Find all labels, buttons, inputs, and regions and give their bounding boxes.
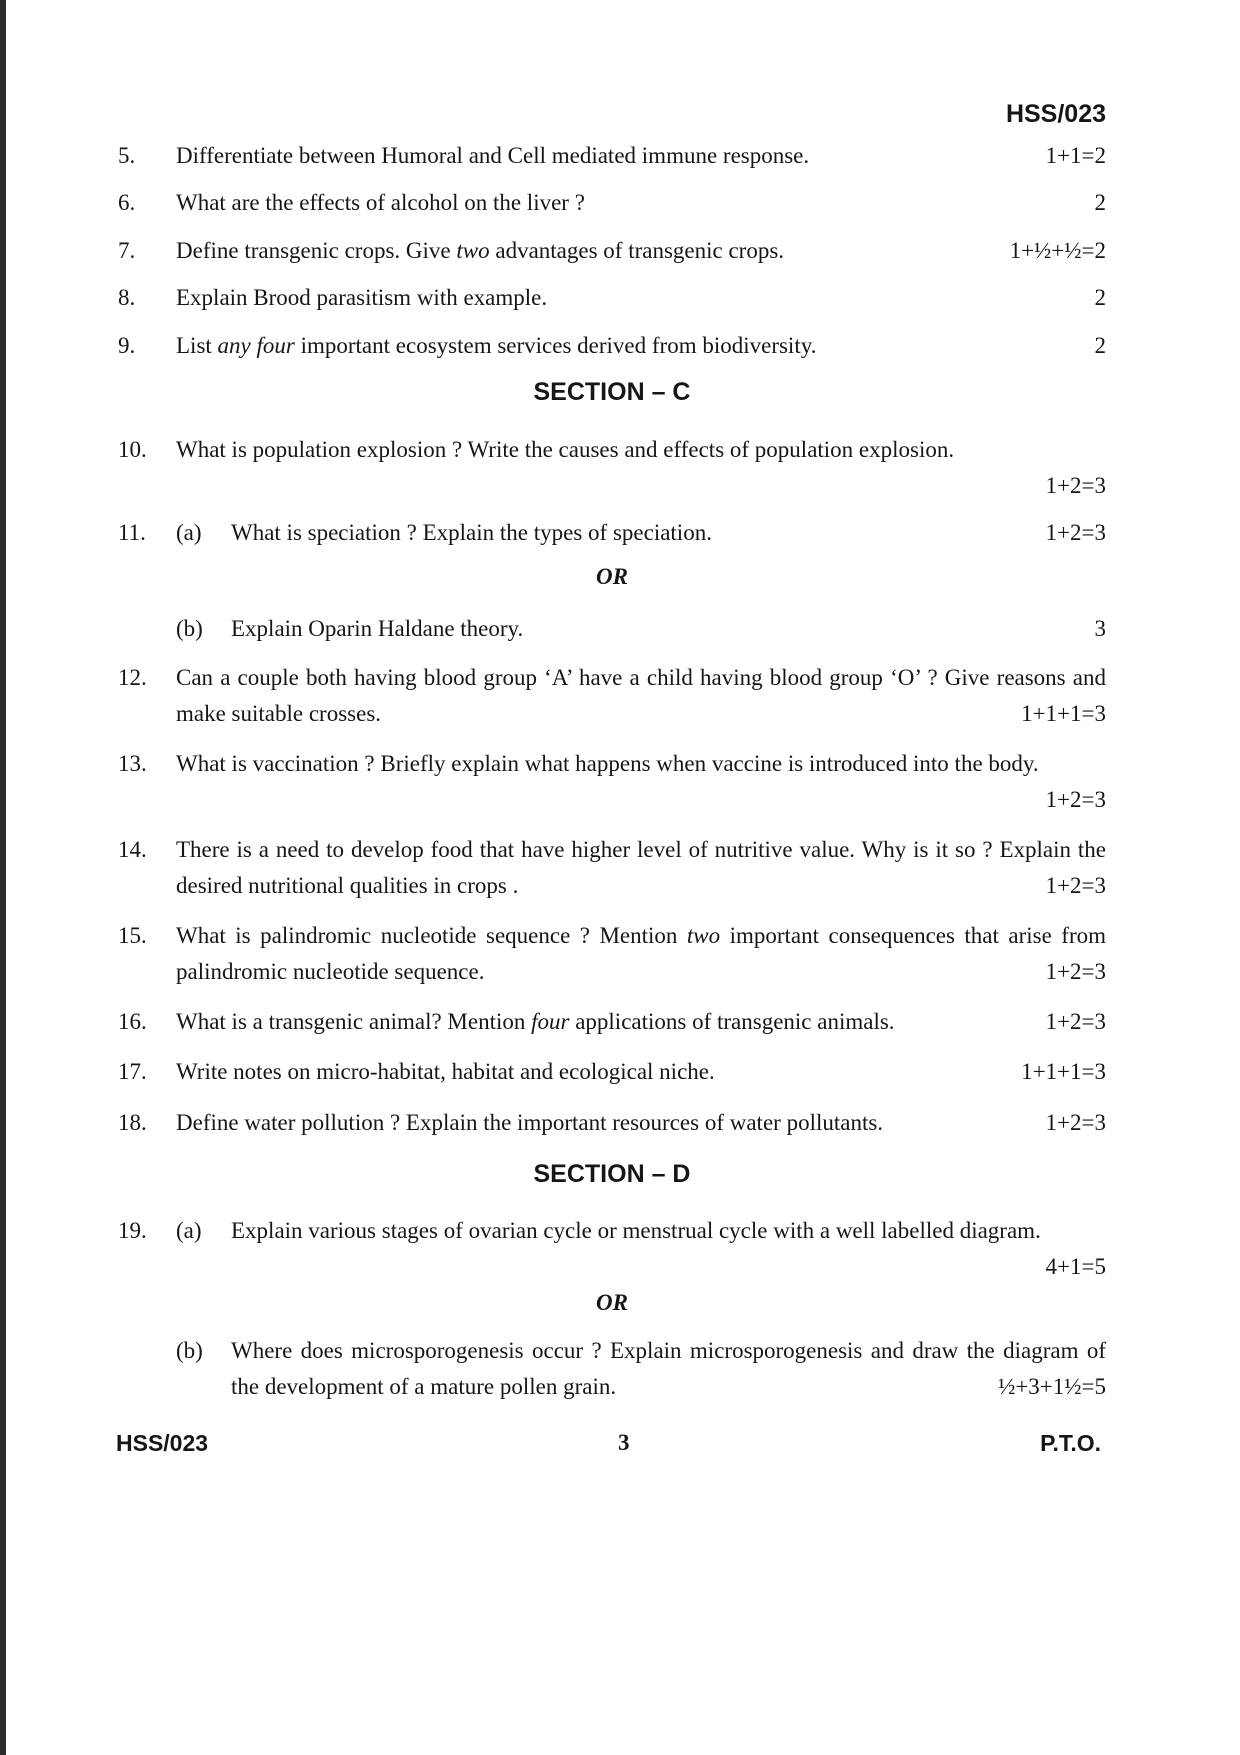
question-text: Can a couple both having blood group ‘A’ have a child having blood group ‘O’ ? Give reasons and make suitable crosses. (176, 665, 1106, 726)
question-marks: 1+2=3 (1045, 1009, 1106, 1034)
question-number: 19. (118, 1218, 147, 1243)
page-number: 3 (618, 1430, 630, 1455)
question-number: 17. (118, 1059, 147, 1084)
section-c-heading: SECTION – C (533, 378, 691, 406)
question-text: What is vaccination ? Briefly explain what happens when vaccine is introduced into the body. (176, 751, 1039, 776)
question-marks: 1+1=2 (1045, 143, 1106, 168)
question-text: What is population explosion ? Write the causes and effects of population explosion. (176, 437, 955, 462)
scan-edge (0, 0, 6, 1755)
question-text: What is a transgenic animal? Mention four applications of transgenic animals. (176, 1009, 895, 1034)
header-paper-code: HSS/023 (1005, 100, 1106, 128)
question-number: 18. (118, 1110, 147, 1135)
question-marks: 1+1+1=3 (1021, 1059, 1106, 1084)
footer-paper-code: HSS/023 (116, 1430, 209, 1456)
question-number: 5. (118, 143, 136, 168)
question-text: There is a need to develop food that have higher level of nutritive value. Why is it so ? Explain the desired nutritional qualities in crops . (176, 837, 1106, 898)
question-marks: 1+2=3 (1045, 473, 1106, 498)
option-label: (a) (176, 1218, 202, 1243)
section-d-heading: SECTION – D (533, 1160, 691, 1188)
question-text: List any four important ecosystem services derived from biodiversity. (176, 333, 817, 358)
question-number: 13. (118, 751, 147, 776)
page-turn-over: P.T.O. (1040, 1430, 1101, 1456)
question-number: 7. (118, 238, 136, 263)
question-number: 8. (118, 285, 136, 310)
question-number: 11. (118, 520, 146, 545)
question-text: What are the effects of alcohol on the liver ? (176, 190, 585, 215)
question-text: Write notes on micro-habitat, habitat and ecological niche. (176, 1059, 715, 1084)
question-marks: ½+3+1½=5 (998, 1374, 1106, 1399)
question-text: Differentiate between Humoral and Cell mediated immune response. (176, 143, 810, 168)
question-number: 10. (118, 437, 147, 462)
question-marks: 1+2=3 (1045, 873, 1106, 898)
question-marks: 1+2=3 (1045, 520, 1106, 545)
question-text: Define water pollution ? Explain the important resources of water pollutants. (176, 1110, 884, 1135)
question-number: 9. (118, 333, 136, 358)
question-marks: 1+½+½=2 (1009, 238, 1106, 263)
question-marks: 3 (1094, 616, 1106, 641)
question-text: What is palindromic nucleotide sequence ? Mention two important consequences that arise from palindromic nucleotide sequence. (176, 923, 1106, 984)
question-text: What is speciation ? Explain the types of speciation. (231, 520, 712, 545)
question-marks: 1+2=3 (1045, 1110, 1106, 1135)
question-marks: 1+1+1=3 (1021, 701, 1106, 726)
question-marks: 2 (1094, 190, 1106, 215)
question-text: Where does microsporogenesis occur ? Explain microsporogenesis and draw the diagram of the development of a mature pollen grain. (231, 1338, 1106, 1399)
question-text: Explain various stages of ovarian cycle or menstrual cycle with a well labelled diagram. (231, 1218, 1041, 1243)
question-number: 12. (118, 665, 147, 690)
or-separator: OR (596, 564, 628, 589)
question-number: 15. (118, 923, 147, 948)
or-separator: OR (596, 1290, 628, 1315)
question-marks: 1+2=3 (1045, 959, 1106, 984)
question-marks: 4+1=5 (1045, 1254, 1106, 1279)
option-label: (b) (176, 616, 203, 641)
question-text: Explain Oparin Haldane theory. (231, 616, 524, 641)
question-marks: 1+2=3 (1045, 787, 1106, 812)
question-marks: 2 (1094, 285, 1106, 310)
question-number: 16. (118, 1009, 147, 1034)
question-text: Define transgenic crops. Give two advantages of transgenic crops. (176, 238, 785, 263)
question-number: 6. (118, 190, 136, 215)
question-marks: 2 (1094, 333, 1106, 358)
question-text: Explain Brood parasitism with example. (176, 285, 548, 310)
option-label: (a) (176, 520, 202, 545)
question-number: 14. (118, 837, 147, 862)
option-label: (b) (176, 1338, 203, 1363)
